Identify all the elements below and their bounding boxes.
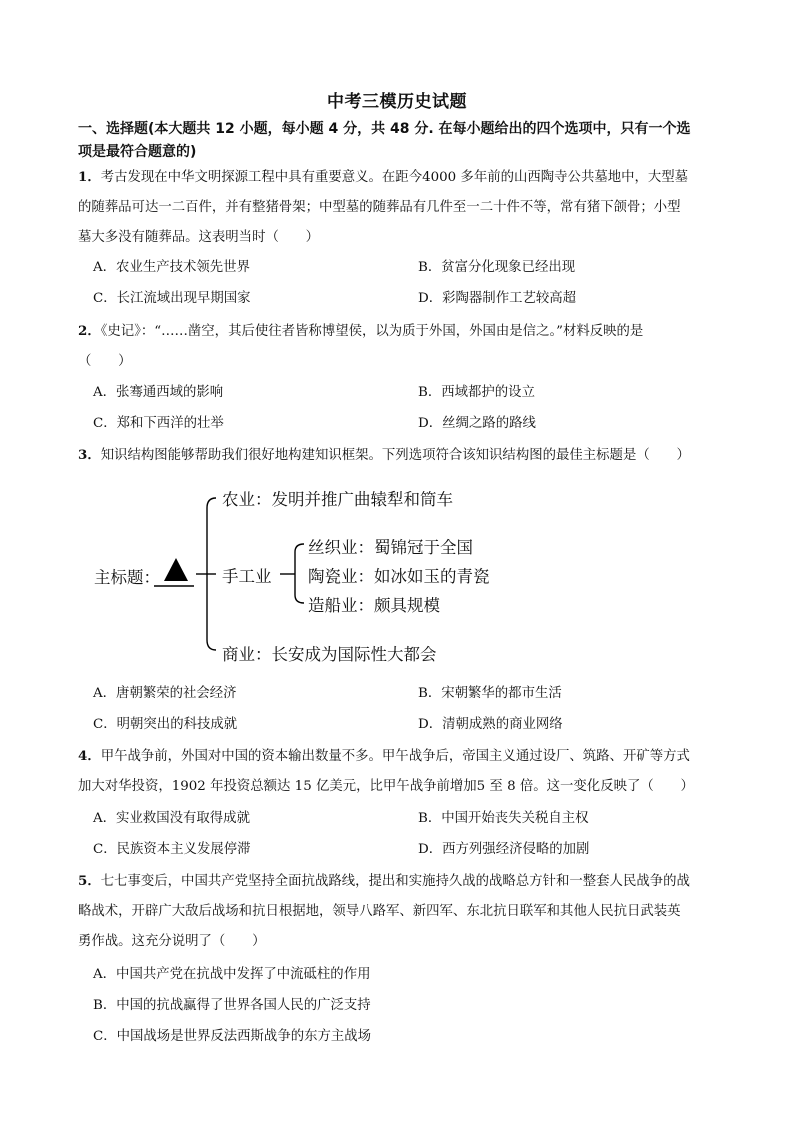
section-heading bbox=[78, 118, 758, 164]
question-text-line: 《史记》：“……凿空，其后使往者皆称博望侯，以为质于外国，外国由是信之。”材料反映的是 bbox=[100, 324, 644, 339]
diagram-main-label: 主标题： bbox=[94, 568, 160, 587]
question-text-line: 勇作战。这充分说明了（ ） bbox=[78, 934, 266, 949]
section-heading-line1: 一、选择题(本大题共 12 小题，每小题 4 分，共 48 分. 在每小题给出的四个选项中，只有一个选 bbox=[78, 121, 691, 137]
option-b[interactable]: B．西域都护的设立 bbox=[418, 385, 535, 400]
question-1 bbox=[78, 162, 754, 253]
question-text-line: 的随葬品可达一二百件，并有整猪骨架；中型墓的随葬品有几件至一二十件不等，常有猪下颌骨；小型 bbox=[78, 200, 681, 215]
question-number: 3． bbox=[78, 447, 101, 463]
knowledge-structure-diagram bbox=[90, 478, 530, 668]
question-4 bbox=[78, 741, 754, 802]
question-2 bbox=[78, 316, 754, 377]
option-c[interactable]: C．中国战场是世界反法西斯战争的东方主战场 bbox=[93, 1029, 372, 1044]
option-a[interactable]: A．唐朝繁荣的社会经济 bbox=[93, 686, 237, 701]
question-text-line: 墓大多没有随葬品。这表明当时（ ） bbox=[78, 230, 320, 245]
option-a[interactable]: A．中国共产党在抗战中发挥了中流砥柱的作用 bbox=[93, 967, 371, 982]
question-number: 2． bbox=[78, 323, 101, 339]
option-c[interactable]: C．长江流域出现早期国家 bbox=[93, 291, 251, 306]
option-d[interactable]: D．清朝成熟的商业网络 bbox=[418, 717, 563, 732]
option-a[interactable]: A．张骞通西域的影响 bbox=[93, 385, 224, 400]
question-text-line: （ ） bbox=[78, 354, 132, 369]
diagram-node-porcelain: 陶瓷业：如冰如玉的青瓷 bbox=[308, 567, 490, 586]
question-number: 5． bbox=[78, 873, 101, 889]
question-number: 4． bbox=[78, 748, 101, 764]
option-b[interactable]: B．贫富分化现象已经出现 bbox=[418, 260, 576, 275]
option-a[interactable]: A．实业救国没有取得成就 bbox=[93, 811, 250, 826]
triangle-marker bbox=[164, 558, 188, 581]
option-c[interactable]: C．明朝突出的科技成就 bbox=[93, 717, 238, 732]
option-c[interactable]: C．郑和下西洋的壮举 bbox=[93, 416, 224, 431]
sub-bracket bbox=[295, 544, 304, 603]
diagram-node-agriculture: 农业：发明并推广曲辕犁和筒车 bbox=[222, 490, 453, 509]
option-d[interactable]: D．西方列强经济侵略的加剧 bbox=[418, 842, 590, 857]
option-b[interactable]: B．中国的抗战赢得了世界各国人民的广泛支持 bbox=[93, 998, 371, 1013]
option-b[interactable]: B．中国开始丧失关税自主权 bbox=[418, 811, 589, 826]
question-text-line: 考古发现在中华文明探源工程中具有重要意义。在距今4000 多年前的山西陶寺公共墓地中，大型墓 bbox=[100, 170, 689, 185]
section-heading-line2: 项是最符合题意的) bbox=[78, 144, 197, 160]
page-title: 中考三模历史试题 bbox=[327, 92, 467, 112]
question-text-line: 知识结构图能够帮助我们很好地构建知识框架。下列选项符合该知识结构图的最佳主标题是（ ） bbox=[100, 448, 690, 463]
option-c[interactable]: C．民族资本主义发展停滞 bbox=[93, 842, 251, 857]
diagram-node-handicraft: 手工业 bbox=[222, 567, 272, 586]
option-a[interactable]: A．农业生产技术领先世界 bbox=[93, 260, 250, 275]
option-b[interactable]: B．宋朝繁华的都市生活 bbox=[418, 686, 562, 701]
question-3 bbox=[78, 440, 754, 471]
option-d[interactable]: D．丝绸之路的路线 bbox=[418, 416, 536, 431]
diagram-node-commerce: 商业：长安成为国际性大都会 bbox=[222, 645, 437, 664]
question-text-line: 甲午战争前，外国对中国的资本输出数量不多。甲午战争后，帝国主义通过设厂、筑路、开矿等方式 bbox=[100, 749, 690, 764]
option-d[interactable]: D．彩陶器制作工艺较高超 bbox=[418, 291, 577, 306]
diagram-node-silk: 丝织业：蜀锦冠于全国 bbox=[308, 538, 473, 557]
diagram-node-shipbuilding: 造船业：颇具规模 bbox=[308, 596, 440, 615]
question-5 bbox=[78, 866, 754, 957]
question-text-line: 加大对华投资，1902 年投资总额达 15 亿美元，比甲午战争前增加5 至 8 倍。这一变化反映了（ ） bbox=[78, 779, 694, 794]
question-text-line: 略战术，开辟广大敌后战场和抗日根据地，领导八路军、新四军、东北抗日联军和其他人民抗日武装英 bbox=[78, 904, 681, 919]
question-text-line: 七七事变后，中国共产党坚持全面抗战路线，提出和实施持久战的战略总方针和一整套人民战争的战 bbox=[100, 874, 690, 889]
question-number: 1． bbox=[78, 169, 101, 185]
